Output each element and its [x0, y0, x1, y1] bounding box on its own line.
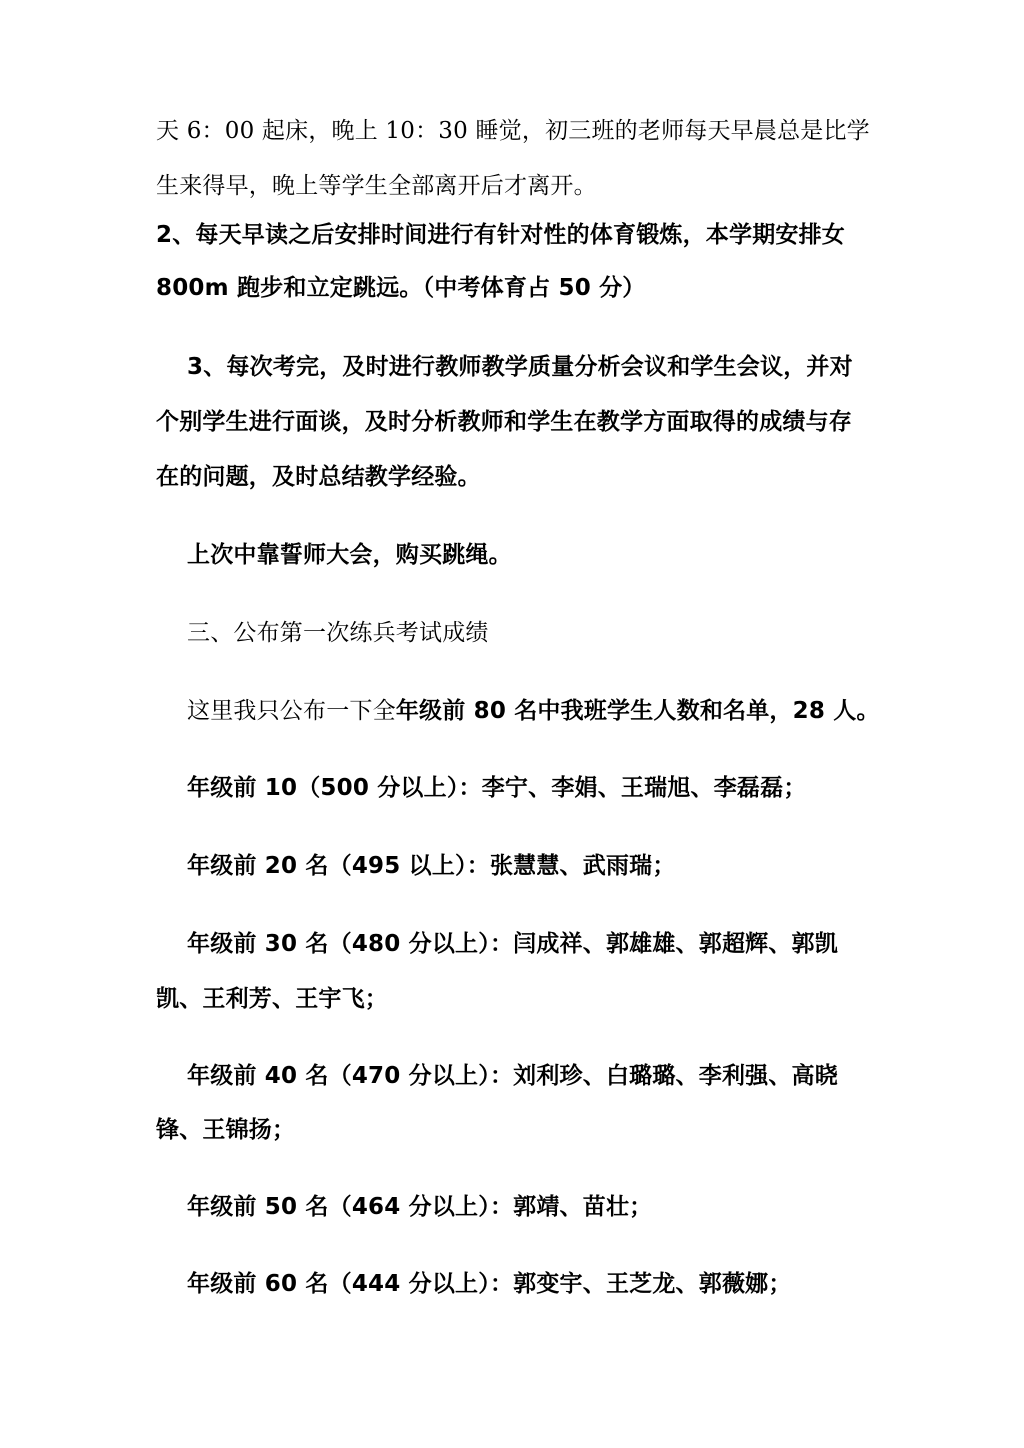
paragraph-2-line-2: 800m 跑步和立定跳远。（中考体育占 50 分） — [156, 275, 646, 301]
ranking-top30-line-2: 凯、王利芳、王宇飞； — [156, 986, 388, 1012]
ranking-top60-line-1: 年级前 60 名（444 分以上）：郭变宇、王芝龙、郭薇娜； — [187, 1271, 792, 1297]
ranking-top10-line-1: 年级前 10（500 分以上）：李宁、李娟、王瑞旭、李磊磊； — [187, 775, 807, 801]
paragraph-3-line-3: 在的问题，及时总结教学经验。 — [156, 464, 481, 490]
paragraph-3-line-1: 3、每次考完，及时进行教师教学质量分析会议和学生会议，并对 — [187, 354, 853, 380]
paragraph-1-line-2: 生来得早，晚上等学生全部离开后才离开。 — [156, 173, 597, 199]
ranking-top20-line-1: 年级前 20 名（495 以上）：张慧慧、武雨瑞； — [187, 853, 676, 879]
ranking-top50-line-1: 年级前 50 名（464 分以上）：郭靖、苗壮； — [187, 1194, 653, 1220]
intro-bold-text: 年级前 80 名中我班学生人数和名单，28 人。 — [395, 698, 880, 724]
ranking-top40-line-1: 年级前 40 名（470 分以上）：刘利珍、白璐璐、李利强、高晓 — [187, 1063, 838, 1089]
paragraph-2-line-1: 2、每天早读之后安排时间进行有针对性的体育锻炼，本学期安排女 — [156, 222, 846, 248]
paragraph-4-line-1: 上次中靠誓师大会，购买跳绳。 — [187, 542, 512, 568]
ranking-top40-line-2: 锋、王锦扬； — [156, 1117, 296, 1143]
paragraph-3-line-2: 个别学生进行面谈，及时分析教师和学生在教学方面取得的成绩与存 — [156, 409, 852, 435]
paragraph-1-line-1: 天 6：00 起床，晚上 10：30 睡觉，初三班的老师每天早晨总是比学 — [156, 118, 870, 144]
ranking-top30-line-1: 年级前 30 名（480 分以上）：闫成祥、郭雄雄、郭超辉、郭凯 — [187, 931, 838, 957]
intro-line — [187, 696, 880, 726]
section-3-heading: 三、公布第一次练兵考试成绩 — [187, 620, 489, 646]
intro-normal-text: 这里我只公布一下全 — [187, 698, 396, 724]
